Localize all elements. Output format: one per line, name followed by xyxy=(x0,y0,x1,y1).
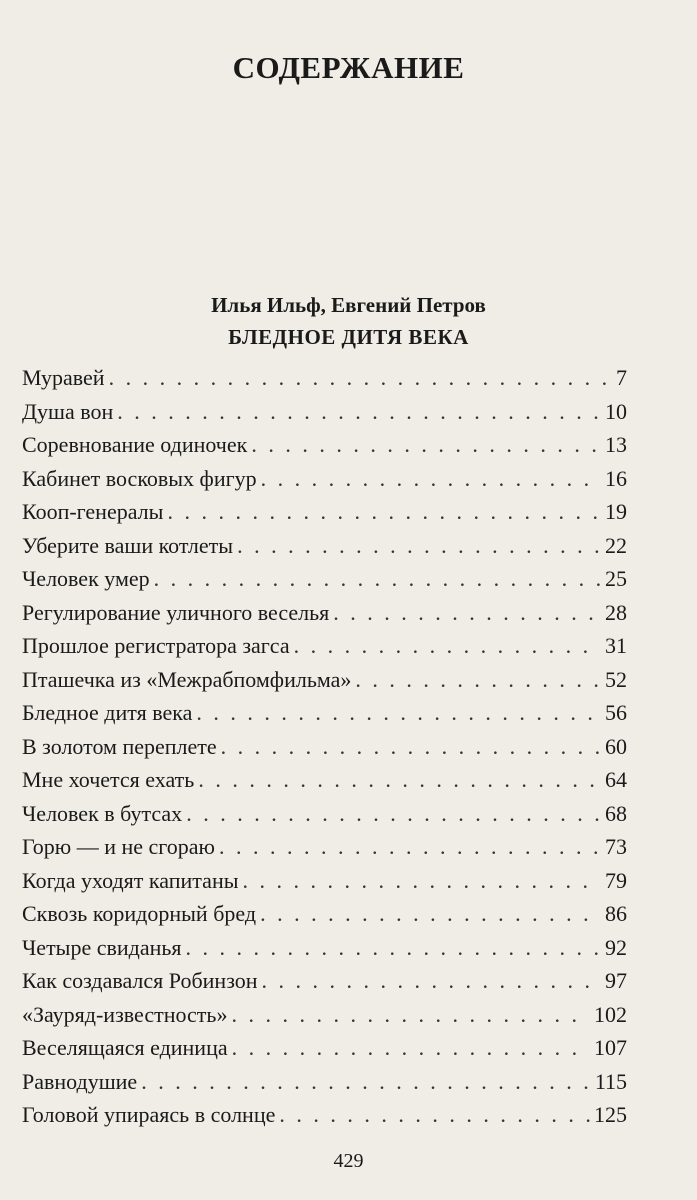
toc-entry-page: 64 xyxy=(605,767,627,792)
authors-line: Илья Ильф, Евгений Петров xyxy=(211,293,486,317)
toc-entry-title: В золотом переплете xyxy=(22,733,217,759)
toc-leader-dots xyxy=(117,399,601,425)
toc-entry-title: Прошлое регистратора загса xyxy=(22,633,290,658)
toc-leader-dots xyxy=(232,1035,590,1061)
toc-entry-title: Уберите ваши котлеты xyxy=(22,532,234,558)
toc-leader-dots xyxy=(186,935,601,961)
toc-entry xyxy=(22,868,627,902)
toc-entry xyxy=(22,901,627,935)
toc-entry-title: Сквозь коридорный бред xyxy=(22,901,257,926)
toc-entry-page: 13 xyxy=(605,432,627,457)
toc-leader-dots xyxy=(261,466,601,492)
toc-entry-title: Равнодушие xyxy=(22,1068,138,1094)
toc-leader-dots xyxy=(109,365,612,391)
toc-entry xyxy=(22,734,627,768)
toc-entry xyxy=(22,533,627,567)
toc-leader-dots xyxy=(251,432,601,458)
toc-entry-page: 107 xyxy=(594,1035,627,1060)
toc-entry xyxy=(22,968,627,1002)
toc-entry xyxy=(22,600,627,634)
toc-entry xyxy=(22,566,627,600)
toc-leader-dots xyxy=(186,801,601,827)
toc-entry-page: 92 xyxy=(605,934,627,960)
toc-entry-page: 68 xyxy=(605,800,627,826)
toc-entry xyxy=(22,432,627,466)
toc-leader-dots xyxy=(355,667,601,693)
toc-entry-title: Человек умер xyxy=(22,566,150,591)
toc-entry-page: 97 xyxy=(605,968,627,993)
toc-entry xyxy=(22,834,627,868)
toc-entry-page: 7 xyxy=(616,365,627,390)
toc-leader-dots xyxy=(154,566,601,592)
toc-entry-page: 115 xyxy=(594,1068,627,1094)
toc-leader-dots xyxy=(333,600,601,626)
toc-leader-dots xyxy=(294,633,601,659)
book-title: БЛЕДНОЕ ДИТЯ ВЕКА xyxy=(228,325,469,349)
toc-leader-dots xyxy=(231,1002,590,1028)
toc-leader-dots xyxy=(141,1069,591,1095)
toc-entry-title: Пташечка из «Межрабпомфильма» xyxy=(22,666,352,692)
toc-entry-title: Кабинет восковых фигур xyxy=(22,465,257,491)
toc-leader-dots xyxy=(243,868,602,894)
toc-entry-page: 16 xyxy=(605,465,627,491)
table-of-contents xyxy=(22,365,627,1136)
toc-entry xyxy=(22,399,627,433)
toc-leader-dots xyxy=(219,834,601,860)
toc-entry xyxy=(22,1002,627,1036)
toc-entry xyxy=(22,667,627,701)
page-number: 429 xyxy=(333,1150,364,1172)
toc-entry xyxy=(22,1102,627,1136)
toc-entry xyxy=(22,633,627,667)
toc-leader-dots xyxy=(221,734,601,760)
toc-entry-title: Мне хочется ехать xyxy=(22,767,195,792)
toc-entry xyxy=(22,801,627,835)
toc-leader-dots xyxy=(237,533,601,559)
toc-entry xyxy=(22,767,627,801)
toc-entry xyxy=(22,499,627,533)
toc-entry-page: 60 xyxy=(605,733,627,759)
toc-leader-dots xyxy=(196,700,601,726)
toc-entry-title: Кооп-генералы xyxy=(22,499,164,524)
toc-entry-title: Четыре свиданья xyxy=(22,934,182,960)
toc-entry xyxy=(22,1035,627,1069)
toc-entry-title: Соревнование одиночек xyxy=(22,432,248,457)
toc-entry-title: Душа вон xyxy=(22,398,114,424)
toc-entry-page: 73 xyxy=(605,834,627,859)
toc-entry-page: 86 xyxy=(605,901,627,926)
toc-entry-page: 102 xyxy=(594,1001,627,1027)
toc-entry xyxy=(22,700,627,734)
toc-entry-title: Регулирование уличного веселья xyxy=(22,599,330,625)
toc-entry-page: 22 xyxy=(605,532,627,558)
toc-entry-title: Горю — и не сгораю xyxy=(22,834,215,859)
toc-entry-title: Веселящаяся единица xyxy=(22,1035,228,1060)
toc-leader-dots xyxy=(260,901,601,927)
toc-entry-title: Когда уходят капитаны xyxy=(22,867,239,893)
toc-entry-page: 31 xyxy=(605,633,627,658)
toc-leader-dots xyxy=(198,767,601,793)
toc-entry-title: Бледное дитя века xyxy=(22,700,193,725)
toc-entry xyxy=(22,935,627,969)
toc-entry-page: 10 xyxy=(605,398,627,424)
toc-entry-title: «Зауряд-известность» xyxy=(22,1001,228,1027)
toc-entry xyxy=(22,466,627,500)
toc-leader-dots xyxy=(262,968,601,994)
toc-entry-page: 125 xyxy=(594,1102,627,1127)
toc-entry-title: Головой упираясь в солнце xyxy=(22,1102,276,1127)
toc-entry-page: 28 xyxy=(605,599,627,625)
toc-leader-dots xyxy=(279,1102,590,1128)
contents-heading: СОДЕРЖАНИЕ xyxy=(232,50,465,85)
toc-entry-title: Как создавался Робинзон xyxy=(22,968,258,993)
toc-entry xyxy=(22,365,627,399)
toc-entry-page: 56 xyxy=(605,700,627,725)
toc-entry-title: Муравей xyxy=(22,365,105,390)
toc-leader-dots xyxy=(167,499,601,525)
toc-entry-page: 25 xyxy=(605,566,627,591)
toc-entry-page: 79 xyxy=(605,867,627,893)
toc-entry-page: 19 xyxy=(605,499,627,524)
toc-entry xyxy=(22,1069,627,1103)
toc-entry-page: 52 xyxy=(605,666,627,692)
toc-entry-title: Человек в бутсах xyxy=(22,800,183,826)
